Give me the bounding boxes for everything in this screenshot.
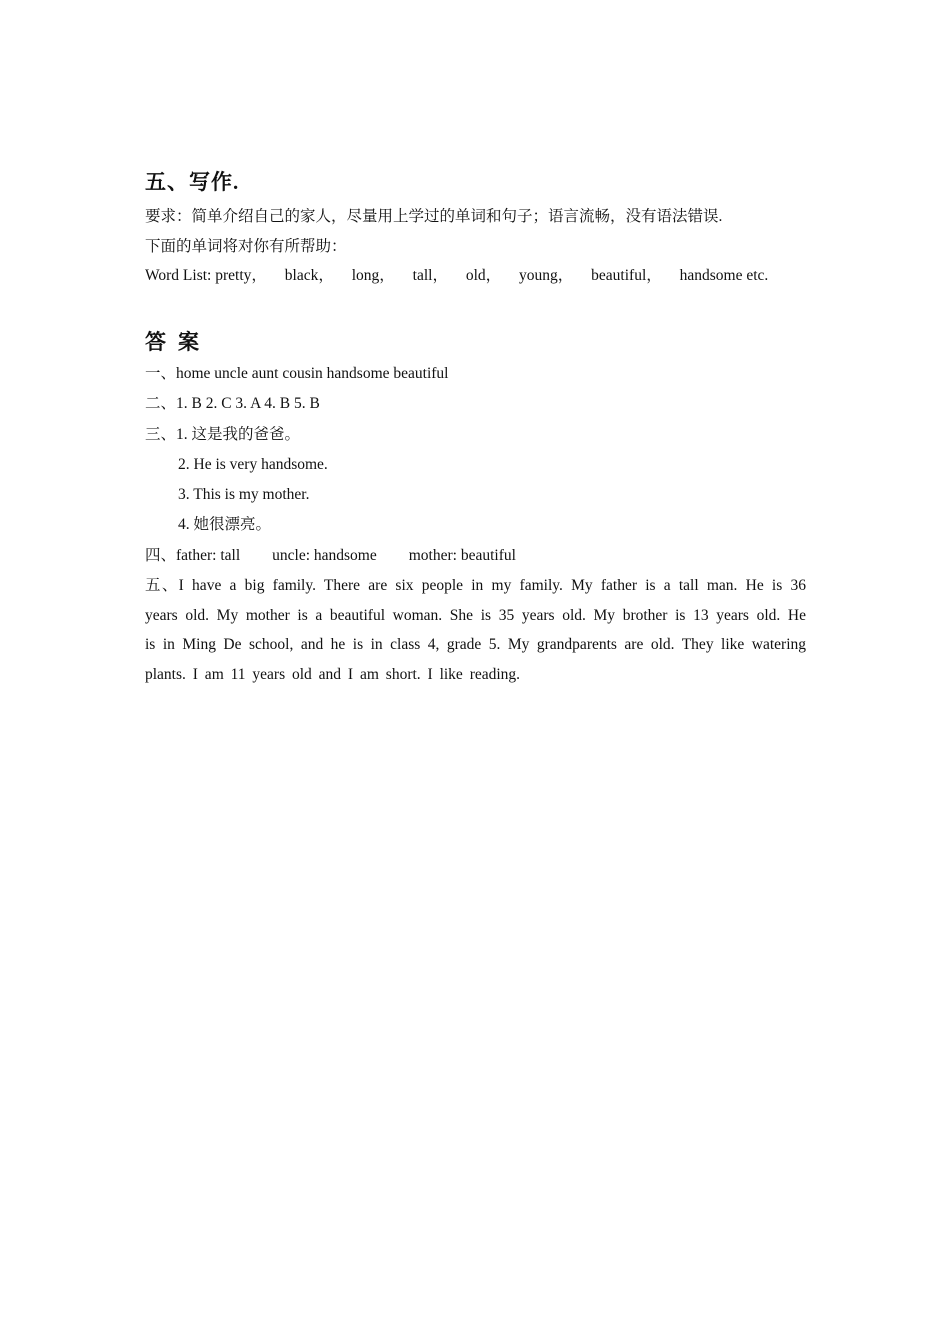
answer-part-2: 二、1. B 2. C 3. A 4. B 5. B <box>145 395 320 412</box>
answer-part-4-pair: uncle: handsome <box>272 547 377 564</box>
word-item: long， <box>351 267 395 284</box>
answer-part-3-item: 3. This is my mother. <box>178 486 310 503</box>
answer-part-3-item: 1. 这是我的爸爸。 <box>176 426 301 443</box>
answer-part-4-prefix: 四、 <box>145 547 177 564</box>
word-item: old， <box>465 267 502 284</box>
word-item: tall， <box>412 267 448 284</box>
word-item: beautiful， <box>591 267 662 284</box>
answer-part-3-item: 4. 她很漂亮。 <box>178 516 272 533</box>
answer-part-5: 五、I have a big family. There are six people in my family. My father is a tall man. He is 36 years old. My mother is a beautiful woman. She is 35 years old. My brother is 13 years old. He is in Ming De school, and he is in class 4, grade 5. My grandparents are old. They like watering plants. I am 11 years old and I am short. I like reading. <box>145 577 806 683</box>
word-item: pretty， <box>215 267 267 284</box>
answer-part-4-pair: mother: beautiful <box>408 547 516 564</box>
writing-section-title: 五、写作. <box>145 170 240 194</box>
word-item: handsome etc. <box>679 267 769 284</box>
answer-part-3 <box>145 425 300 445</box>
word-list <box>145 266 782 286</box>
answer-part-3-item: 2. He is very handsome. <box>178 456 328 473</box>
answer-part-4 <box>145 546 516 566</box>
word-list-label: Word List: <box>145 267 212 284</box>
writing-hint: 下面的单词将对你有所帮助： <box>145 238 347 255</box>
word-item: young， <box>519 267 574 284</box>
writing-requirement: 要求：简单介绍自己的家人，尽量用上学过的单词和句子；语言流畅，没有语法错误. <box>145 208 723 225</box>
answer-part-4-pair: father: tall <box>176 547 241 564</box>
answer-part-1: 一、home uncle aunt cousin handsome beautiful <box>145 365 449 382</box>
word-item: black， <box>284 267 334 284</box>
answers-title: 答案 <box>145 330 211 354</box>
answer-part-3-prefix: 三、 <box>145 426 177 443</box>
